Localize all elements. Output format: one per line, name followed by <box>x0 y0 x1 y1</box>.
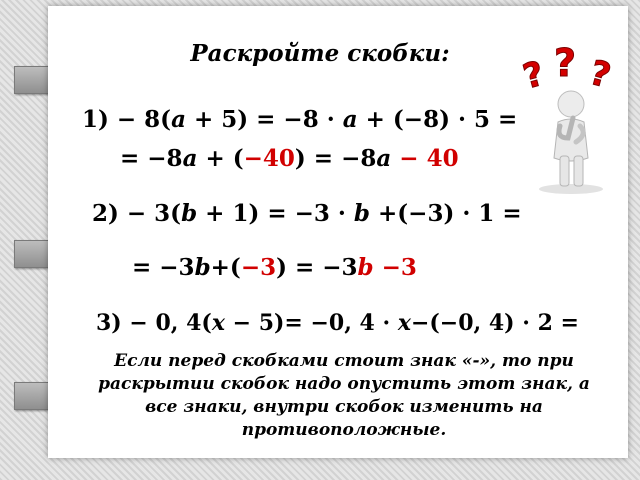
answer-highlight: − 40 <box>391 145 459 172</box>
question-marks-thinker-icon <box>516 46 626 200</box>
question-mark-left-icon: ? <box>518 53 549 98</box>
equation-2-line-2: = −3b+(−3) = −3b −3 <box>132 254 417 281</box>
question-mark-right-icon: ? <box>585 52 615 97</box>
equation-3: 3) − 0, 4(x − 5)= −0, 4 · x−(−0, 4) · 2 = <box>96 310 579 336</box>
slide-title: Раскройте скобки: <box>190 40 450 67</box>
equation-1-line-2: = −8a + (−40) = −8a − 40 <box>120 145 459 172</box>
equation-1-line-1: 1) − 8(a + 5) = −8 · a + (−8) · 5 = <box>82 106 518 133</box>
rule-text: Если перед скобками стоит знак «-», то при раскрытии скобок надо опустить этот знак, а все знаки, внутри скобок изменить на противоположные. <box>98 351 590 440</box>
answer-highlight: −40 <box>243 145 295 172</box>
equation-2-line-1: 2) − 3(b + 1) = −3 · b +(−3) · 1 = <box>92 200 522 227</box>
question-mark-center-icon: ? <box>554 46 577 85</box>
answer-highlight: −3 <box>240 254 277 281</box>
answer-highlight: −3 <box>373 254 417 281</box>
